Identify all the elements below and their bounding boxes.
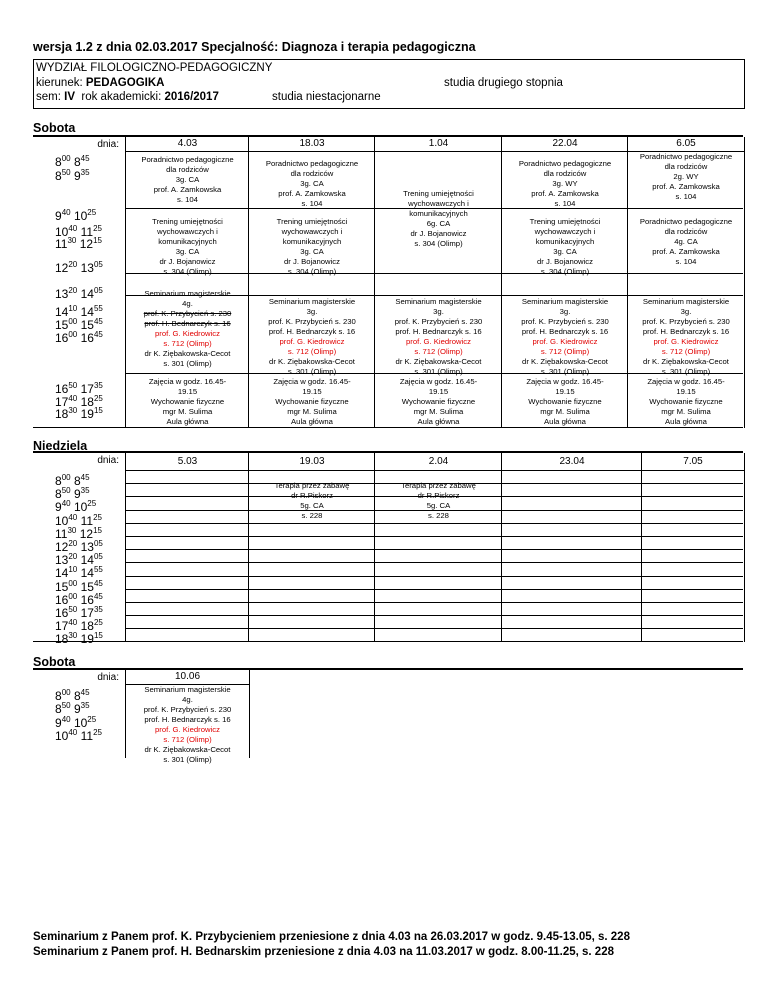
saturday2-time-column <box>33 670 125 758</box>
program-header <box>33 59 745 109</box>
cell-wf: Zajęcia w godz. 16.45- 19.15 Wychowanie fizyczne mgr M. Sulima Aula główna <box>399 377 478 426</box>
date-header: 6.05 <box>628 137 744 152</box>
time-slot: $13^{20}$ $14^{05}$ <box>55 552 103 568</box>
time-slot: $10^{40}$ $11^{25}$ <box>55 512 102 528</box>
kierunek-label: kierunek: <box>36 77 86 89</box>
cell-seminarium: Seminarium magisterskie 4g. prof. K. Przybycień s. 230 prof. H. Bednarczyk s. 16 prof. G. Kiedrowicz s. 712 (Olimp) dr K. Ziębakowska-Cecot s. 301 (Olimp) <box>143 685 232 764</box>
time-slot: $8^{00}$ $8^{45}$ <box>55 473 90 488</box>
notes <box>33 930 630 960</box>
sunday-col-2 <box>248 453 375 642</box>
saturday1-col-2 <box>248 137 375 428</box>
date-header: 19.03 <box>249 453 375 471</box>
study-level: studia drugiego stopnia <box>444 77 563 89</box>
cell-trening: Trening umiejętności wychowawczych i komunikacyjnych 3g. CA dr J. Bojanowicz s. 304 (Olimp) <box>152 217 223 276</box>
cell-trening: Trening umiejętności wychowawczych i komunikacyjnych 3g. CA dr J. Bojanowicz s. 304 (Olimp) <box>276 217 348 276</box>
rok-value: 2016/2017 <box>164 91 219 103</box>
time-slot: $16^{50}$ $17^{35}$ <box>55 605 103 620</box>
sunday-col-4 <box>501 453 642 642</box>
date-header: 4.03 <box>126 137 249 152</box>
date-header: 18.03 <box>249 137 375 152</box>
note-1: Seminarium z Panem prof. K. Przybycieniem przeniesione z dnia 4.03 na 26.03.2017 w godz. 9.45-13.05, s. 228 <box>33 931 630 943</box>
date-header: 23.04 <box>502 453 642 471</box>
date-header: 7.05 <box>642 453 744 471</box>
dnia-label: dnia: <box>97 139 119 150</box>
time-slot: $12^{20}$ $13^{05}$ <box>55 260 103 275</box>
time-slot: $9^{40}$ $10^{25}$ <box>55 499 97 515</box>
time-slot: $16^{00}$ $16^{45}$ <box>55 330 103 345</box>
time-slot: $17^{40}$ $18^{25}$ <box>55 394 103 409</box>
study-mode: studia niestacjonarne <box>272 91 381 103</box>
cell-poradnictwo: Poradnictwo pedagogiczne dla rodziców 3g. CA prof. A. Zamkowska s. 104 <box>141 155 234 204</box>
note-2: Seminarium z Panem prof. H. Bednarskim przeniesione z dnia 4.03 na 11.03.2017 w godz. 8.00-11.25, s. 228 <box>33 946 614 958</box>
cell-seminarium: Seminarium magisterskie 3g. prof. K. Przybycień s. 230 prof. H. Bednarczyk s. 16 prof. G. Kiedrowicz s. 712 (Olimp) dr K. Ziębakowska-Cecot s. 301 (Olimp) <box>394 297 483 376</box>
time-slot: $14^{10}$ $14^{55}$ <box>55 304 103 319</box>
time-slot: $16^{50}$ $17^{35}$ <box>55 381 103 396</box>
saturday2-schedule <box>33 668 743 764</box>
time-slot: $18^{30}$ $19^{15}$ <box>55 406 103 421</box>
cell-wf: Zajęcia w godz. 16.45- 19.15 Wychowanie fizyczne mgr M. Sulima Aula główna <box>647 377 725 426</box>
time-slot: $12^{20}$ $13^{05}$ <box>55 539 103 554</box>
time-slot: $18^{30}$ $19^{15}$ <box>55 631 103 647</box>
time-slot: $16^{00}$ $16^{45}$ <box>55 591 103 607</box>
cell-poradnictwo: Poradnictwo pedagogiczne dla rodziców 4g. CA prof. A. Zamkowska s. 104 <box>639 217 733 266</box>
cell-seminarium: Seminarium magisterskie 3g. prof. K. Przybycień s. 230 prof. H. Bednarczyk s. 16 prof. G. Kiedrowicz s. 712 (Olimp) dr K. Ziębakowska-Cecot s. 301 (Olimp) <box>268 297 356 376</box>
date-header: 1.04 <box>375 137 502 152</box>
cell-seminarium: Seminarium magisterskie 3g. prof. K. Przybycień s. 230 prof. H. Bednarczyk s. 16 prof. G. Kiedrowicz s. 712 (Olimp) dr K. Ziębakowska-Cecot s. 301 (Olimp) <box>521 297 609 376</box>
sunday-col-1 <box>125 453 249 642</box>
time-slot: $9^{40}$ $10^{25}$ <box>55 208 97 223</box>
cell-poradnictwo: Poradnictwo pedagogiczne dla rodziców 3g. WY prof. A. Zamkowska s. 104 <box>518 159 612 208</box>
sunday-col-5 <box>641 453 745 642</box>
cell-seminarium: Seminarium magisterskie 4g. prof. K. Przybycień s. 230 prof. H. Bednarczyk s. 16 prof. G. Kiedrowicz s. 712 (Olimp) dr K. Ziębakowska-Cecot s. 301 (Olimp) <box>143 289 232 368</box>
sem-value: IV <box>64 91 75 103</box>
sunday-schedule <box>33 451 743 647</box>
sem-label: sem: <box>36 91 65 103</box>
cell-wf: Zajęcia w godz. 16.45- 19.15 Wychowanie fizyczne mgr M. Sulima Aula główna <box>526 377 604 426</box>
faculty-name: WYDZIAŁ FILOLOGICZNO-PEDAGOGICZNY <box>36 62 273 74</box>
date-header: 2.04 <box>375 453 502 471</box>
date-header: 5.03 <box>126 453 249 471</box>
cell-wf: Zajęcia w godz. 16.45- 19.15 Wychowanie fizyczne mgr M. Sulima Aula główna <box>273 377 351 426</box>
saturday1-col-5 <box>627 137 745 428</box>
cell-poradnictwo: Poradnictwo pedagogiczne dla rodziców 3g. CA prof. A. Zamkowska s. 104 <box>265 159 359 208</box>
time-slot: $15^{00}$ $15^{45}$ <box>55 578 103 594</box>
time-slot: $8^{50}$ $9^{35}$ <box>55 486 90 502</box>
sunday-time-column <box>33 453 125 647</box>
time-slot: $8^{50}$ $9^{35}$ <box>55 168 90 183</box>
time-slot: $13^{20}$ $14^{05}$ <box>55 286 103 301</box>
saturday2-title: Sobota <box>33 655 76 669</box>
date-header: 22.04 <box>502 137 628 152</box>
time-slot: $14^{10}$ $14^{55}$ <box>55 565 103 581</box>
rok-label: rok akademicki: <box>75 91 165 103</box>
time-slot: $11^{30}$ $12^{15}$ <box>55 236 102 251</box>
time-slot: $11^{30}$ $12^{15}$ <box>55 525 102 541</box>
sunday-col-3 <box>374 453 502 642</box>
cell-terapia: Terapia przez zabawę dr R.Piskorz 5g. CA s. 228 <box>401 481 476 520</box>
time-slot: $10^{40}$ $11^{25}$ <box>55 224 102 239</box>
dnia-label: dnia: <box>97 672 119 683</box>
saturday1-col-4 <box>501 137 628 428</box>
cell-poradnictwo: Poradnictwo pedagogiczne dla rodziców 2g. WY prof. A. Zamkowska s. 104 <box>639 152 733 201</box>
saturday1-col-3 <box>374 137 502 428</box>
kierunek-line <box>36 77 164 89</box>
cell-wf: Zajęcia w godz. 16.45- 19.15 Wychowanie fizyczne mgr M. Sulima Aula główna <box>148 377 227 426</box>
sunday-title: Niedziela <box>33 439 88 453</box>
saturday2-col-1 <box>125 670 250 764</box>
saturday1-title: Sobota <box>33 121 76 135</box>
saturday1-time-column <box>33 137 125 428</box>
time-slot: $8^{00}$ $8^{45}$ <box>55 154 90 169</box>
time-slot: $9^{40}$ $10^{25}$ <box>55 715 97 730</box>
cell-trening: Trening umiejętności wychowawczych i komunikacyjnych 3g. CA dr J. Bojanowicz s. 304 (Olimp) <box>529 217 601 276</box>
time-slot: $17^{40}$ $18^{25}$ <box>55 618 103 634</box>
time-slot: $8^{50}$ $9^{35}$ <box>55 701 90 716</box>
cell-seminarium: Seminarium magisterskie 3g. prof. K. Przybycień s. 230 prof. H. Bednarczyk s. 16 prof. G. Kiedrowicz s. 712 (Olimp) dr K. Ziębakowska-Cecot s. 301 (Olimp) <box>642 297 730 376</box>
dnia-label: dnia: <box>97 455 119 466</box>
semester-line <box>36 91 219 103</box>
saturday1-col-1 <box>125 137 249 428</box>
time-slot: $10^{40}$ $11^{25}$ <box>55 728 102 743</box>
time-slot: $8^{00}$ $8^{45}$ <box>55 688 90 703</box>
version-line: wersja 1.2 z dnia 02.03.2017 Specjalność: Diagnoza i terapia pedagogiczna <box>33 40 476 54</box>
cell-trening: Trening umiejętności wychowawczych i komunikacyjnych 6g. CA dr J. Bojanowicz s. 304 (Olimp) <box>403 189 474 248</box>
date-header: 10.06 <box>126 670 249 685</box>
saturday1-schedule <box>33 135 743 428</box>
cell-terapia: Terapia przez zabawę dr R.Piskorz 5g. CA s. 228 <box>274 481 350 520</box>
time-slot: $15^{00}$ $15^{45}$ <box>55 317 103 332</box>
kierunek-value: PEDAGOGIKA <box>85 77 165 89</box>
